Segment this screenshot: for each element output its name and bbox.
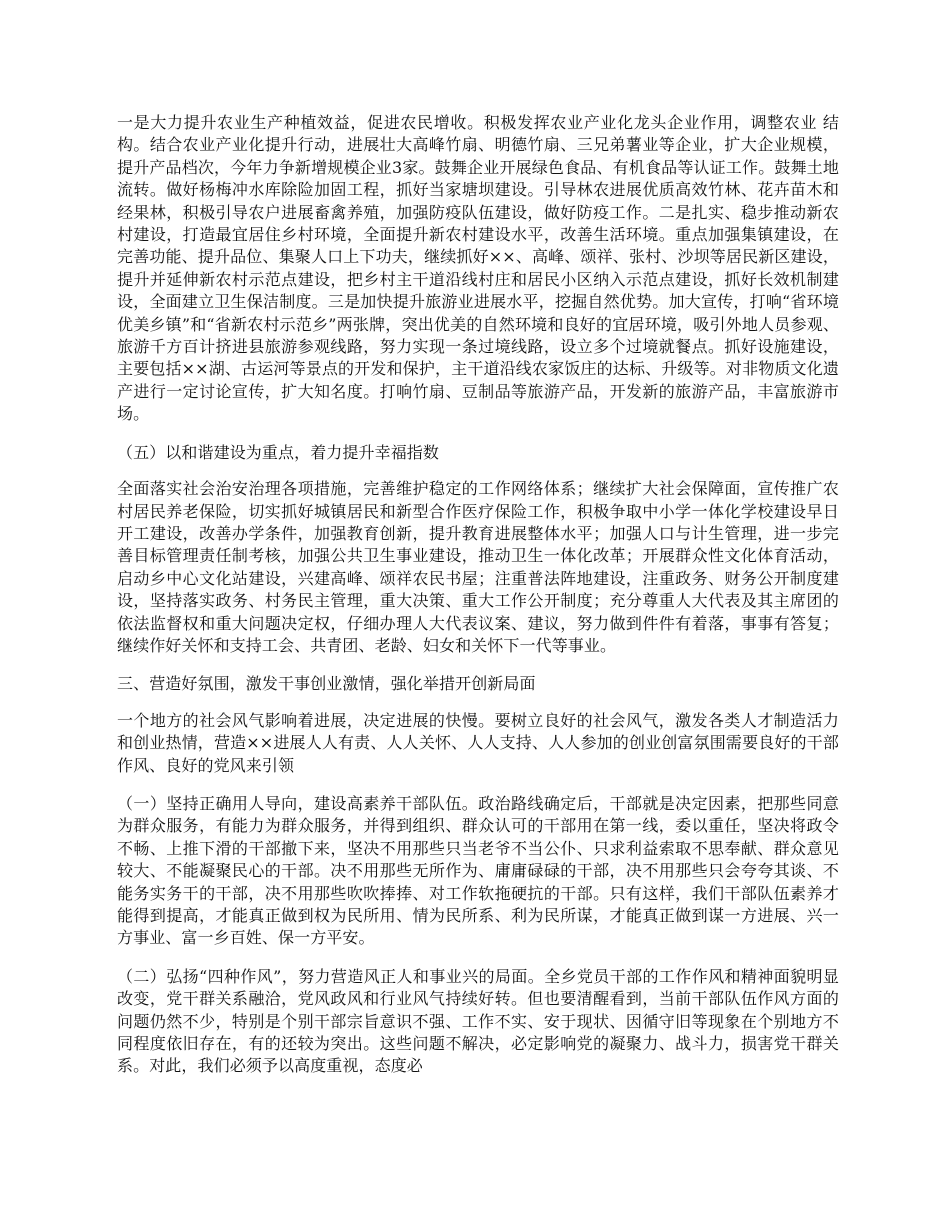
section-heading-atmosphere: 三、营造好氛围，激发干事创业激情，强化举措开创新局面 [117, 674, 536, 694]
paragraph-social-services: 全面落实社会治安治理各项措施，完善维护稳定的工作网络体系；继续扩大社会保障面，宣传推广农村居民养老保险，切实抓好城镇居民和新型合作医疗保险工作，积极争取中小学一体化学校建设早日开工建设，改善办学条件，加强教育创新，提升教育进展整体水平；加强人口与计生管理，进一步完善目标管理责任制考核，加强公共卫生事业建设，推动卫生一体化改革；开展群众性文化体育活动，启动乡中心文化站建设，兴建高峰、颂祥农民书屋；注重普法阵地建设，注重政务、财务公开制度建设，坚持落实政务、村务民主管理，重大决策、重大工作公开制度；充分尊重人大代表及其主席团的依法监督权和重大问题决定权，仔细办理人大代表议案、建议，努力做到件件有着落，事事有答复；继续作好关怀和支持工会、共青团、老龄、妇女和关怀下一代等事业。 [117, 479, 839, 655]
paragraph-cadre-selection: （一）坚持正确用人导向，建设高素养干部队伍。政治路线确定后，干部就是决定因素，把那些同意为群众服务，有能力为群众服务，并得到组织、群众认可的干部用在第一线，委以重任，坚决将政令不畅、上推下滑的干部撤下来，坚决不用那些只当老爷不当公仆、只求利益索取不思奉献、群众意见较大、不能凝聚民心的干部。决不用那些无所作为、庸庸碌碌的干部，决不用那些只会夸夸其谈、不能务实务干的干部，决不用那些吹吹捧捧、对工作软拖硬抗的干部。只有这样，我们干部队伍素养才能得到提高，才能真正做到权为民所用、情为民所系、利为民所谋，才能真正做到谋一方进展、兴一方事业、富一乡百姓、保一方平安。 [117, 793, 839, 948]
section-heading-harmony: （五）以和谐建设为重点，着力提升幸福指数 [117, 442, 440, 462]
paragraph-agriculture-tourism: 一是大力提升农业生产种植效益，促进农民增收。积极发挥农业产业化龙头企业作用，调整农业 结构。结合农业产业化提升行动，进展壮大高峰竹扇、明德竹扇、三兄弟薯业等企业，扩大企业规模，提升产品档次，今年力争新增规模企业3家。鼓舞企业开展绿色食品、有机食品等认证工作。鼓舞土地流转。做好杨梅冲水库除险加固工程，抓好当家塘坝建设。引导林农进展优质高效竹林、花卉苗木和经果林，积极引导农户进展畜禽养殖，加强防疫队伍建设，做好防疫工作。二是扎实、稳步推动新农村建设，打造最宜居住乡村环境，全面提升新农村建设水平，改善生活环境。重点加强集镇建设，在完善功能、提升品位、集聚人口上下功夫，继续抓好××、高峰、颂祥、张村、沙坝等居民新区建设，提升并延伸新农村示范点建设，把乡村主干道沿线村庄和居民小区纳入示范点建设，抓好长效机制建设，全面建立卫生保洁制度。三是加快提升旅游业进展水平，挖掘自然优势。加大宣传，打响“省环境优美乡镇”和“省新农村示范乡”两张牌，突出优美的自然环境和良好的宜居环境，吸引外地人员参观、旅游千方百计挤进县旅游参观线路，努力实现一条过境线路，设立多个过境就餐点。抓好设施建设，主要包括××湖、古运河等景点的开发和保护，主干道沿线农家饭庄的达标、升级等。对非物质文化遗产进行一定讨论宣传，扩大知名度。打响竹扇、豆制品等旅游产品，开发新的旅游产品，丰富旅游市场。 [117, 113, 839, 424]
paragraph-social-atmosphere: 一个地方的社会风气影响着进展，决定进展的快慢。要树立良好的社会风气，激发各类人才制造活力和创业热情，营造××进展人人有责、人人关怀、人人支持、人人参加的创业创富氛围需要良好的干部作风、良好的党风来引领 [117, 710, 839, 775]
paragraph-four-styles: （二）弘扬“四种作风”，努力营造风正人和事业兴的局面。全乡党员干部的工作作风和精神面貌明显改变，党干群关系融洽，党风政风和行业风气持续好转。但也要清醒看到，当前干部队伍作风方面的问题仍然不少，特别是个别干部宗旨意识不强、工作不实、安于现状、因循守旧等现象在个别地方不同程度依旧存在，有的还较为突出。这些问题不解决，必定影响党的凝聚力、战斗力，损害党干群关系。对此，我们必须予以高度重视，态度必 [117, 966, 839, 1076]
document-page [117, 112, 839, 1094]
